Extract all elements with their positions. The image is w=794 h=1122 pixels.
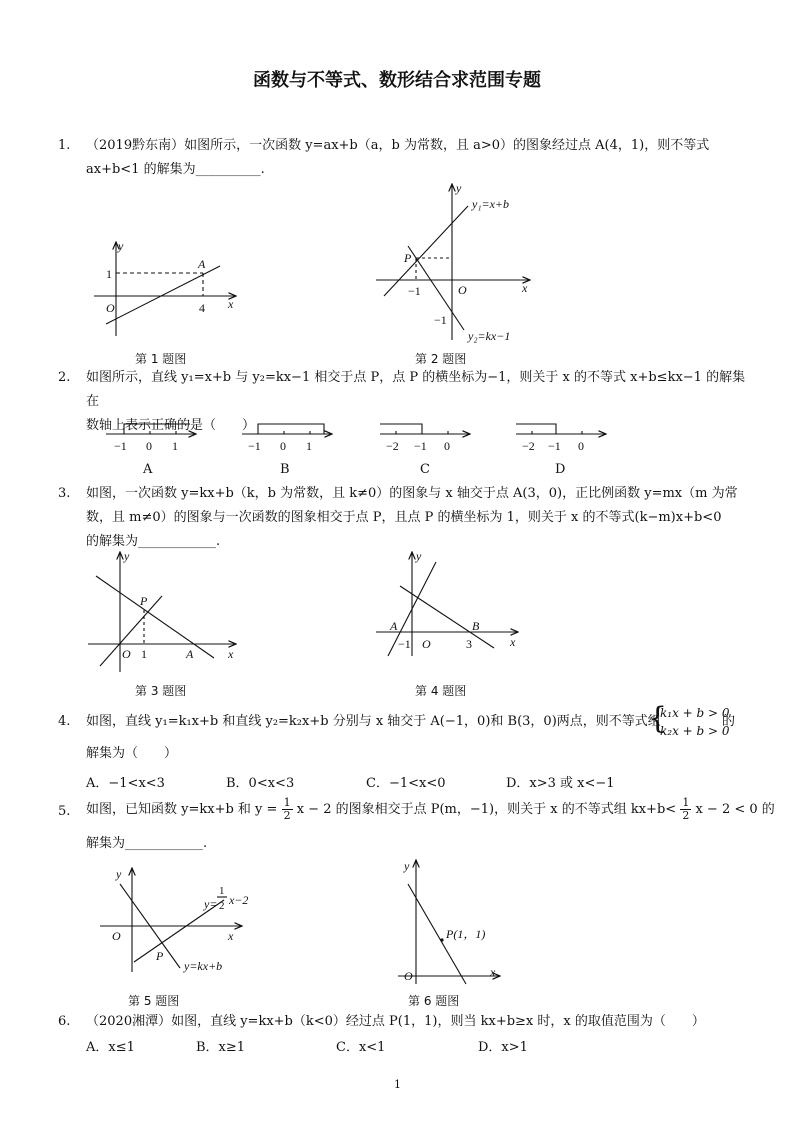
q5-frac1-den: 2 xyxy=(283,809,291,822)
fig4-caption: 第 4 题图 xyxy=(415,684,467,698)
q3-line3: 的解集为____________. xyxy=(86,534,221,549)
q4-system xyxy=(660,704,730,740)
fig2-y-label: y xyxy=(456,181,462,195)
q3-text xyxy=(86,482,746,554)
q4-line1: 如图，直线 y₁=k₁x+b 和直线 y₂=k₂x+b 分别与 x 轴交于 A(−1，0)和 B(3，0)两点，则不等式组 xyxy=(86,714,661,729)
q4-option-b[interactable]: B．0<x<3 xyxy=(226,776,295,791)
q4-system-line1: k₁x + b > 0 xyxy=(660,706,730,720)
figure-3 xyxy=(84,548,244,678)
fig3-caption: 第 3 题图 xyxy=(135,684,187,698)
q2d-tick-3: 0 xyxy=(578,439,584,453)
fig4-x-label: x xyxy=(510,635,516,649)
q6-option-a[interactable]: A．x≤1 xyxy=(86,1040,135,1055)
q6-option-b[interactable]: B．x≥1 xyxy=(196,1040,246,1055)
fig5-y-label: y xyxy=(116,867,122,881)
fig3-origin-label: O xyxy=(122,647,131,661)
fig5-x-label: x xyxy=(228,929,234,943)
q4-line2: 解集为（ ） xyxy=(86,746,178,761)
fig2-x-label: x xyxy=(522,281,528,295)
fig6-x-label: x xyxy=(490,965,496,979)
q3-line2: 数，且 m≠0）的图象与一次函数的图象相交于点 P，且点 P 的横坐标为 1，则关于 x 的不等式(k−m)x+b<0 xyxy=(86,510,722,525)
fig5-label-l1b: x−2 xyxy=(229,893,249,907)
fig2-tick-m1x: −1 xyxy=(408,284,421,298)
fig2-line-y1 xyxy=(384,206,468,296)
fig2-origin-label: O xyxy=(458,283,467,297)
q6-line1: （2020湘潭）如图，直线 y=kx+b（k<0）经过点 P(1，1)，则当 kx+b≥x 时，x 的取值范围为（ ） xyxy=(86,1014,705,1029)
q3-line1: 如图，一次函数 y=kx+b（k，b 为常数，且 k≠0）的图象与 x 轴交于点 A(3，0)，正比例函数 y=mx（m 为常 xyxy=(86,486,738,501)
q5-line2: 解集为____________. xyxy=(86,836,208,851)
q2a-tick-1: −1 xyxy=(114,439,127,453)
q4-number: 4. xyxy=(58,714,71,729)
q2-option-c[interactable]: C xyxy=(420,462,430,477)
q2-numberline-b xyxy=(240,418,340,456)
q3-number: 3. xyxy=(58,486,71,501)
fig1-point-a: A xyxy=(198,257,206,271)
fig3-point-p: P xyxy=(140,594,148,608)
q5-frac2-num: 1 xyxy=(682,796,690,809)
q2-numberline-c xyxy=(378,418,478,456)
q2-option-d[interactable]: D xyxy=(555,462,566,477)
fig2-caption: 第 2 题图 xyxy=(415,352,467,366)
q2b-tick-2: 0 xyxy=(280,439,286,453)
fig4-tick-m1: −1 xyxy=(398,637,411,651)
q6-option-d[interactable]: D．x>1 xyxy=(478,1040,528,1055)
q2c-tick-1: −2 xyxy=(386,439,399,453)
fig5-frac-den: 2 xyxy=(219,900,225,912)
fig5-label-l2: y=kx+b xyxy=(184,959,223,973)
q5-line1 xyxy=(86,796,775,824)
page-number: 1 xyxy=(394,1078,401,1091)
fig2-tick-m1y: −1 xyxy=(434,313,447,327)
fig1-origin-label: O xyxy=(106,301,115,315)
figure-4 xyxy=(372,548,522,658)
fig1-y-label: y xyxy=(118,239,124,253)
q6-number: 6. xyxy=(58,1014,71,1029)
q5-fraction-1 xyxy=(282,797,293,822)
fig6-origin-label: O xyxy=(404,969,413,983)
fig2-label-y2: y₂=kx−1 xyxy=(468,329,511,343)
q5-number: 5. xyxy=(58,804,71,819)
fig2-point-p: P xyxy=(404,251,412,265)
fig4-tick-3: 3 xyxy=(466,637,472,651)
q2-line2: 数轴上表示正确的是（ ） xyxy=(86,418,256,433)
q2a-tick-3: 1 xyxy=(172,439,178,453)
fig5-caption: 第 5 题图 xyxy=(128,994,180,1008)
q6-option-c[interactable]: C．x<1 xyxy=(336,1040,386,1055)
q1-number: 1. xyxy=(58,138,71,153)
q5-part2: x − 2 的图象相交于点 P(m，−1)，则关于 x 的不等式组 kx+b< xyxy=(296,802,677,817)
fig4-point-a: A xyxy=(390,619,398,633)
fig4-origin-label: O xyxy=(422,637,431,651)
figure-5 xyxy=(96,864,256,976)
q4-option-a[interactable]: A．−1<x<3 xyxy=(86,776,165,791)
q5-part1: 如图，已知函数 y=kx+b 和 y = xyxy=(86,802,278,817)
fig1-tick-1: 1 xyxy=(106,267,112,281)
fig2-label-y1: y₁=x+b xyxy=(472,197,510,211)
q5-frac1-num: 1 xyxy=(283,796,291,809)
q2-number: 2. xyxy=(58,370,71,385)
q1-line2: ax+b<1 的解集为__________. xyxy=(86,162,265,177)
q2-numberline-d xyxy=(514,418,614,456)
q4-system-brace: { xyxy=(648,701,668,736)
q5-fraction-2 xyxy=(680,797,691,822)
fig6-y-label: y xyxy=(404,859,410,873)
q2a-tick-2: 0 xyxy=(146,439,152,453)
fig5-label-l1a: y= xyxy=(204,897,218,911)
page-title: 函数与不等式、数形结合求范围专题 xyxy=(253,70,541,91)
q5-part3: x − 2 < 0 的 xyxy=(695,802,775,817)
fig4-point-b: B xyxy=(472,619,480,633)
q2b-tick-3: 1 xyxy=(306,439,312,453)
q2d-tick-1: −2 xyxy=(522,439,535,453)
fig3-x-label: x xyxy=(228,647,234,661)
q2c-tick-3: 0 xyxy=(444,439,450,453)
fig5-point-p: P xyxy=(156,949,164,963)
q4-option-c[interactable]: C．−1<x<0 xyxy=(366,776,446,791)
fig3-line-kx xyxy=(96,576,214,658)
fig3-point-a: A xyxy=(186,647,194,661)
fig6-point-label: P(1，1) xyxy=(446,927,486,941)
q5-frac2-den: 2 xyxy=(682,809,690,822)
q1-text xyxy=(86,134,746,182)
fig4-line-y2 xyxy=(400,586,494,648)
figure-6 xyxy=(390,856,510,986)
figure-1 xyxy=(88,236,248,348)
q1-line1: （2019黔东南）如图所示，一次函数 y=ax+b（a，b 为常数，且 a>0）的图象经过点 A(4，1)，则不等式 xyxy=(86,138,710,153)
fig1-caption: 第 1 题图 xyxy=(135,352,187,366)
fig4-y-label: y xyxy=(416,549,422,563)
fig3-tick-1: 1 xyxy=(141,647,147,661)
fig6-point-dot xyxy=(440,938,443,941)
q2-line1: 如图所示，直线 y₁=x+b 与 y₂=kx−1 相交于点 P，点 P 的横坐标为−1，则关于 x 的不等式 x+b≤kx−1 的解集在 xyxy=(86,370,746,409)
q4-system-line2: k₂x + b > 0 xyxy=(660,724,730,738)
fig6-caption: 第 6 题图 xyxy=(408,994,460,1008)
q4-option-d[interactable]: D．x>3 或 x<−1 xyxy=(506,776,615,791)
fig5-frac-num: 1 xyxy=(219,885,225,897)
fig1-tick-4: 4 xyxy=(199,301,205,315)
q4-tail: 的 xyxy=(722,714,736,729)
fig3-y-label: y xyxy=(124,549,130,563)
q2-option-b[interactable]: B xyxy=(280,462,290,477)
fig5-origin-label: O xyxy=(112,929,121,943)
q2-numberline-a xyxy=(104,418,204,456)
q2c-tick-2: −1 xyxy=(414,439,427,453)
q2-option-a[interactable]: A xyxy=(143,462,153,477)
fig1-x-label: x xyxy=(228,297,234,311)
figure-2 xyxy=(372,180,542,348)
fig3-line-mx xyxy=(100,596,162,666)
q2b-tick-1: −1 xyxy=(248,439,261,453)
q2d-tick-2: −1 xyxy=(548,439,561,453)
